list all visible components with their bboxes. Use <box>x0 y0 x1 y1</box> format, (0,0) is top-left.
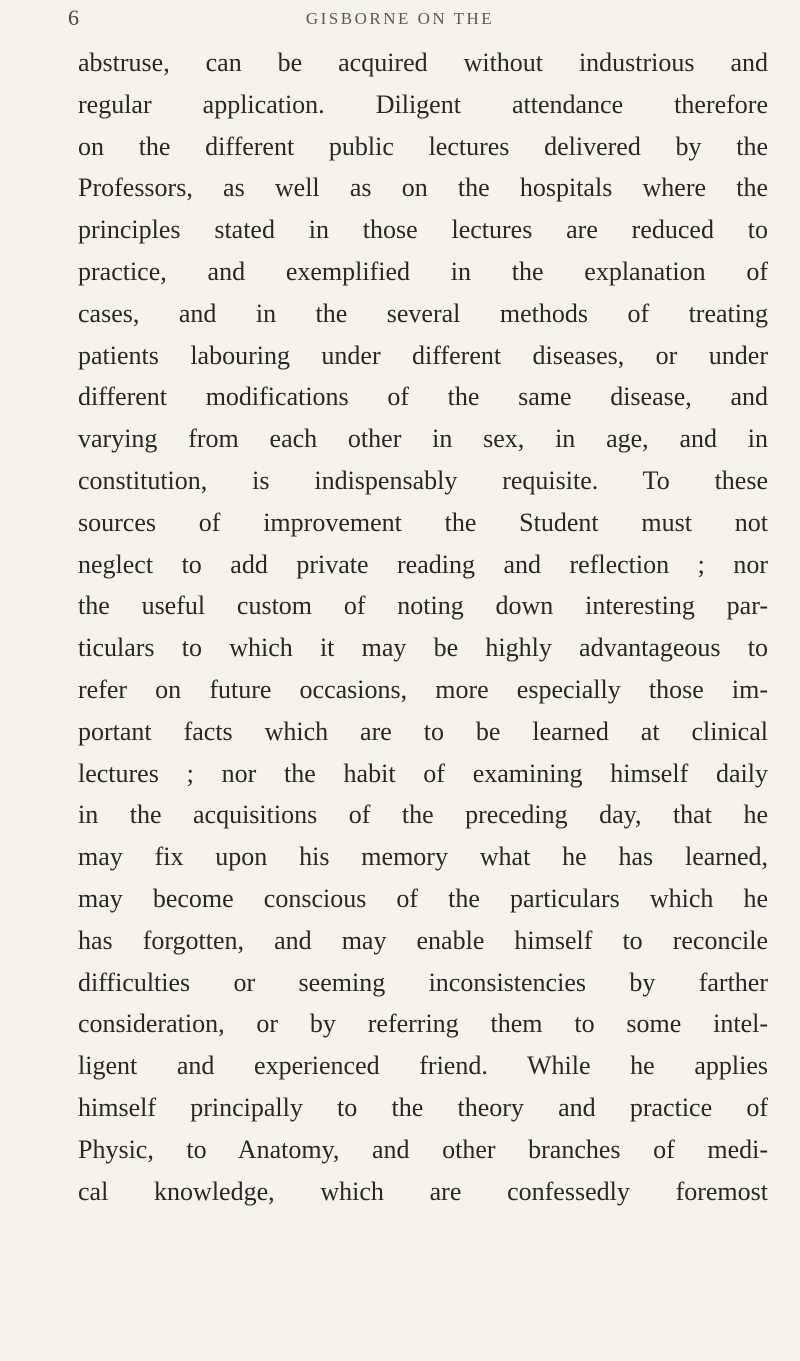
text-line: different modifications of the same disease, and <box>78 382 768 412</box>
text-line: refer on future occasions, more especially those im- <box>78 674 768 704</box>
text-line: varying from each other in sex, in age, and in <box>78 424 768 454</box>
text-line: patients labouring under different diseases, or under <box>78 340 768 370</box>
text-line: principles stated in those lectures are reduced to <box>78 215 768 245</box>
text-line: difficulties or seeming inconsistencies by farther <box>78 967 768 997</box>
text-line: regular application. Diligent attendance therefore <box>78 89 768 119</box>
text-line: ticulars to which it may be highly advantageous to <box>78 633 768 663</box>
text-line: on the different public lectures delivered by the <box>78 131 768 161</box>
text-line: in the acquisitions of the preceding day, that he <box>78 800 768 830</box>
text-line: constitution, is indispensably requisite. To these <box>78 465 768 495</box>
text-line: lectures ; nor the habit of examining himself daily <box>78 758 768 788</box>
page-number: 6 <box>68 5 79 30</box>
text-line: portant facts which are to be learned at clinical <box>78 716 768 746</box>
text-line: may become conscious of the particulars which he <box>78 883 768 913</box>
text-line: may fix upon his memory what he has learned, <box>78 842 768 872</box>
text-line: consideration, or by referring them to some intel- <box>78 1009 768 1039</box>
text-line: cal knowledge, which are confessedly foremost <box>78 1176 768 1206</box>
text-line: himself principally to the theory and practice of <box>78 1092 768 1122</box>
text-line: ligent and experienced friend. While he applies <box>78 1051 768 1081</box>
text-line: neglect to add private reading and reflection ; nor <box>78 549 768 579</box>
body-text <box>78 42 768 1212</box>
text-line: practice, and exemplified in the explanation of <box>78 256 768 286</box>
text-line: sources of improvement the Student must not <box>78 507 768 537</box>
text-line: has forgotten, and may enable himself to reconcile <box>78 925 768 955</box>
running-head: GISBORNE ON THE <box>305 9 495 28</box>
text-line: Physic, to Anatomy, and other branches of medi- <box>78 1134 768 1164</box>
text-line: abstruse, can be acquired without industrious and <box>78 48 768 77</box>
text-line: the useful custom of noting down interesting par- <box>78 591 768 621</box>
text-line: Professors, as well as on the hospitals where the <box>78 173 768 203</box>
text-line: cases, and in the several methods of treating <box>78 298 768 328</box>
